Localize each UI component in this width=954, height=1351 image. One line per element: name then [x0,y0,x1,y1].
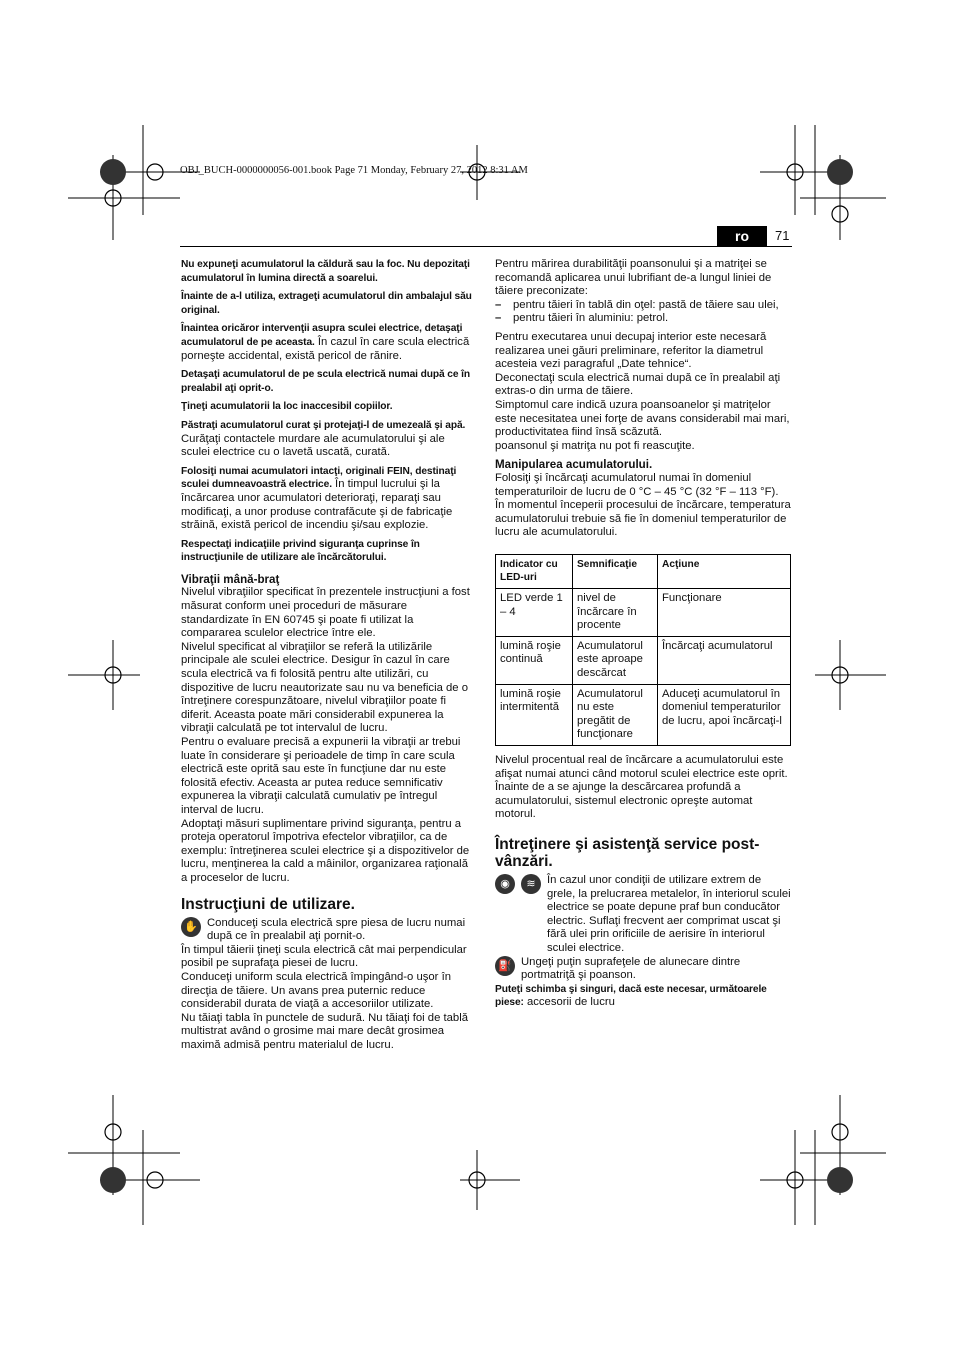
table-header: Semnificaţie [573,554,658,588]
warning-switch-off: Detaşaţi acumulatorul de pe scula electrică numai după ce în prealabil aţi oprit-o. [181,369,470,394]
maintenance-text-1: În cazul unor condiţii de utilizare extrem de grele, la prelucrarea metalelor, în interiorul sculei electrice se poate depune praf bun conducător electric. Suflaţi frecvent aer comprimat uscat şi fără ulei prin orificiile de aerisire în interiorul sculei electrice. [547,873,791,954]
table-row [496,589,791,637]
oil-can-icon: ⛽ [495,956,515,976]
instruction-text-1: Conduceţi scula electrică spre piesa de lucru numai după ce în prealabil aţi pornit-o. [207,916,466,943]
charge-level-text: Nivelul procentual real de încărcare a acumulatorului este afişat numai atunci când motorul sculei electrice este oprit. [495,754,788,780]
battery-handling-heading: Manipularea acumulatorului. [495,458,653,472]
inner-cut-text: Pentru executarea unui decupaj interior este necesară realizarea unei găuri preliminare, referitor la diametrul acesteia vezi paragraful „Date tehnice“. [495,330,767,371]
book-info-line: OBJ_BUCH-0000000056-001.book Page 71 Monday, February 27, 2012 8:31 AM [180,165,528,176]
maintenance-heading: Întreţinere şi asistenţă service post-vânzări. [495,835,760,870]
left-column [181,258,475,1052]
deep-discharge-text: Înainte de a se ajunge la descărcarea profundă a acumulatorului, sistemul electronic opreşte automat motorul. [495,781,753,821]
lubricant-text: Pentru mărirea durabilităţii poansonului şi a matriţei se recomandă aplicarea unui lubrifiant de-a lungul liniei de tăiere preconizate: [495,258,772,298]
table-row [496,636,791,684]
header-rule [180,246,792,247]
replaceable-parts-text: Puteţi schimba şi singuri, dacă este necesar, următoarele piese: accesorii de lucru [495,983,767,1009]
right-column [495,258,791,1015]
vibration-text-4: Adoptaţi măsuri suplimentare privind siguranţa, pentru a proteja operatorul împotriva efectelor vibraţiilor, ca de exemplu: întreţinerea sculei electrice şi a dispozitivelor de lucru, menţinerea la cald a mâinilor, organizarea raţională a proceselor de lucru. [181,817,470,884]
page-number: 71 [775,228,790,243]
list-item: – pentru tăieri în aluminiu: petrol. [495,312,791,326]
table-cell: Funcţionare [658,589,791,637]
switch-off-text: Deconectaţi scula electrică numai după ce în prealabil aţi extras-o din urma de tăiere. [495,371,781,398]
table-cell: nivel de încărcare în procente [573,589,658,637]
table-cell: Încărcaţi acumulatorul [658,636,791,684]
warning-detach: Înaintea oricăror intervenţii asupra sculei electrice, detaşaţi acumulatorul de pe aceasta. În cazul în care scula electrică porneşte accidental, există pericol de rănire. [181,323,470,362]
maintenance-row-1 [495,874,791,956]
battery-handling-text-1: Folosiţi şi încărcaţi acumulatorul numai în domeniul temperaturiloir de lucru de 0 °C – 45 °C (32 °F – 113 °F). [495,471,779,498]
vibration-text-2: Nivelul specificat al vibraţiilor se referă la utilizările principale ale sculei electrice. Desigur în cazul în care scula electrică va fi folosită pentru alte utilizări, cu dispozitive de lucru neautorizate sau nu va beneficia de o întreţinere corespunzătoare, nivelul vibraţiilor poate fi diferit. Aceasta poate mări considerabil expunerea la vibraţii calculată pe tot intervalul de lucru. [181,640,469,735]
instruction-text-2: În timpul tăierii ţineţi scula electrică cât mai perpendicular posibil pe suprafaţa piesei de lucru. [181,943,467,970]
maintenance-text-2: Ungeţi puţin suprafeţele de alunecare dintre portmatriţă şi poanson. [521,955,741,982]
table-cell: lumină roşie intermitentă [496,684,573,745]
list-item: – pentru tăieri în tablă din oţel: pastă de tăiere sau ulei, [495,299,791,313]
table-row [496,684,791,745]
hand-tool-icon: ✋ [181,917,201,937]
vibration-text-1: Nivelul vibraţiilor specificat în prezentele instrucţiuni a fost măsurat conform unei proceduri de măsurare standardizate în EN 60745 şi poate fi utilizat la compararea sculelor electrice între ele. [181,586,470,640]
table-cell: LED verde 1 – 4 [496,589,573,637]
vibration-text-3: Pentru o evaluare precisă a expunerii la vibraţii ar trebui luate în considerare şi perioadele de timp în care scula electrică este oprită sau este în funcţiune dar nu este folosită efectiv. Aceasta ar putea reduce semnificativ expunerea la vibraţii calculată cumulativ pe întregul interval de lucru. [181,736,461,816]
table-header: Indicator cu LED-uri [496,554,573,588]
resharpen-text: poansonul şi matriţa nu pot fi reascuţite. [495,439,695,452]
table-header: Acţiune [658,554,791,588]
table-cell: Acumulatorul este aproape descărcat [573,636,658,684]
warning-original: Folosiţi numai acumulatori intacţi, originali FEIN, destinaţi sculei dumneavoastră electrice. În timpul lucrului şi la încărcarea unor acumulatori deterioraţi, reparaţi sau modificaţi, a unor produse contrafăcute şi de fabricaţie străină, există pericol de incendiu şi/sau explozie. [181,465,457,532]
language-badge: ro [717,226,767,246]
instruction-row-1 [181,917,475,944]
table-cell: lumină roşie continuă [496,636,573,684]
instruction-text-3: Conduceţi uniform scula electrică împingând-o uşor în direcţia de tăiere. Un avans prea puternic reduce considerabil durata de viaţă a accesoriilor utilizate. [181,970,452,1011]
instructions-heading: Instrucţiuni de utilizare. [181,895,355,913]
wear-text: Simptomul care indică uzura poansoanelor şi matriţelor este necesitatea unei forţe de avans considerabil mai mari, productivitatea fiind însă scăzută. [495,398,790,439]
warning-clean: Păstraţi acumulatorul curat şi protejaţi-l de umezeală şi apă. Curăţaţi contactele murdare ale acumulatorului şi ale sculei electrice cu o lavetă uscată, curată. [181,419,466,459]
goggles-icon: ◉ [495,874,515,894]
table-header-row [496,554,791,588]
battery-handling-text-2: În momentul începerii procesului de încărcare, temperatura acumulatorului trebuie să fie în domeniul temperaturilor de lucru ale acumulatorului. [495,499,791,539]
warning-charger: Respectaţi indicaţiile privind siguranţa cuprinse în instrucţiunile de utilizare ale încărcătorului. [181,538,420,564]
warning-unpack: Înainte de a-l utiliza, extrageţi acumulatorul din ambalajul său original. [181,291,472,316]
lubricant-list [495,299,791,326]
maintenance-row-2 [495,956,791,983]
table-cell: Aduceţi acumulatorul în domeniul temperaturilor de lucru, apoi încărcaţi-l [658,684,791,745]
instruction-text-4: Nu tăiaţi tabla în punctele de sudură. Nu tăiaţi foi de tablă multistrat având o grosime mai mare decât grosimea maximă admisă pentru materialul de lucru. [181,1011,469,1051]
warning-children: Ţineţi acumulatorii la loc inaccesibil copiilor. [181,401,393,413]
compressed-air-icon: ≋ [521,874,541,894]
table-cell: Acumulatorul nu este pregătit de funcţionare [573,684,658,745]
led-indicator-table [495,554,791,746]
vibration-heading: Vibraţii mână-braţ [181,572,280,586]
warning-heat: Nu expuneţi acumulatorul la căldură sau la foc. Nu depozitaţi acumulatorul în lumina directă a soarelui. [181,259,470,284]
